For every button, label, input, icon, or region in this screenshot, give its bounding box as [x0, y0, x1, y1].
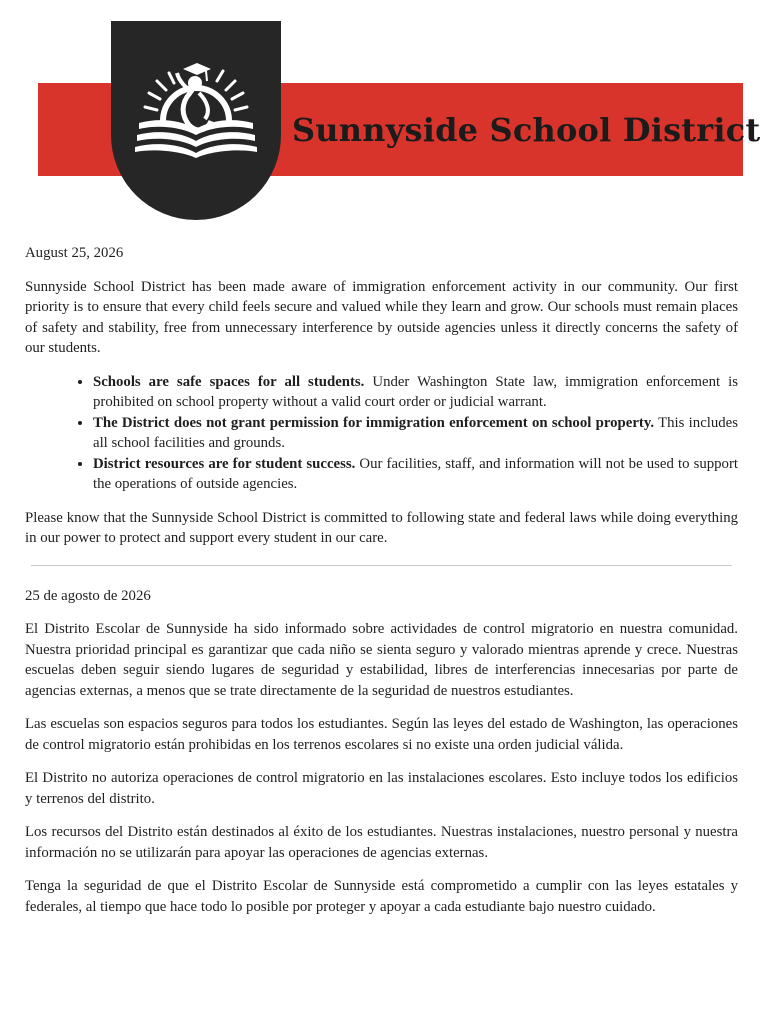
letter-date-spanish: 25 de agosto de 2026: [25, 587, 151, 604]
letter-body: [25, 243, 738, 930]
district-name: Sunnyside School District: [292, 111, 761, 149]
bullet-text: Our facilities, staff, and information will not be used to support the operations of outside agencies.: [93, 455, 738, 492]
english-section: [25, 243, 738, 549]
spanish-paragraph: Las escuelas son espacios seguros para todos los estudiantes. Según las leyes del estado de Washington, las operaciones de control migratorio están prohibidas en los terrenos escolares si no existe una orden judicial válida.: [25, 716, 738, 753]
spanish-paragraph: Tenga la seguridad de que el Distrito Escolar de Sunnyside está comprometido a cumplir con las leyes estatales y federales, al tiempo que hace todo lo posible por proteger y apoyar a cada estudiante bajo nuestro cuidado.: [25, 878, 738, 915]
list-item: [93, 454, 738, 495]
list-item: [93, 413, 738, 454]
bullet-heading: Schools are safe spaces for all students.: [93, 373, 365, 390]
bullet-heading: The District does not grant permission for immigration enforcement on school property.: [93, 414, 655, 431]
district-logo-shield: [111, 21, 281, 220]
intro-paragraph: Sunnyside School District has been made aware of immigration enforcement activity in our community. Our first priority is to ensure that every child feels secure and valued while they learn and grow. Our schools must remain places of safety and stability, free from unnecessary interference by outside agencies unless it directly concerns the safety of our students.: [25, 278, 738, 356]
shield-shape: [111, 21, 281, 220]
policy-bullet-list: [25, 372, 738, 495]
bullet-text: This includes all school facilities and grounds.: [93, 414, 738, 451]
spanish-section: [25, 586, 738, 918]
bullet-text: Under Washington State law, immigration enforcement is prohibited on school property without a valid court order or judicial warrant.: [93, 373, 738, 410]
bullet-heading: District resources are for student success.: [93, 455, 356, 472]
closing-paragraph: Please know that the Sunnyside School District is committed to following state and federal laws while doing everything in our power to protect and support every student in our care.: [25, 509, 738, 546]
list-item: [93, 372, 738, 413]
spanish-paragraph: El Distrito no autoriza operaciones de control migratorio en las instalaciones escolares. Esto incluye todos los edificios y terrenos del distrito.: [25, 770, 738, 807]
spanish-paragraph: El Distrito Escolar de Sunnyside ha sido informado sobre actividades de control migratorio en nuestra comunidad. Nuestra prioridad principal es garantizar que cada niño se sienta seguro y valorado mientras aprende y crece. Nuestras escuelas deben seguir siendo lugares de seguridad y estabilidad, libres de interferencias innecesarias por parte de agencias externas, a menos que se trate directamente de la seguridad de nuestros estudiantes.: [25, 621, 738, 699]
letter-date-english: August 25, 2026: [25, 245, 124, 261]
section-divider: [31, 565, 732, 566]
spanish-paragraph: Los recursos del Distrito están destinados al éxito de los estudiantes. Nuestras instalaciones, nuestro personal y nuestra información no se utilizarán para apoyar las operaciones de agencias externas.: [25, 824, 738, 861]
letterhead: [0, 0, 775, 230]
